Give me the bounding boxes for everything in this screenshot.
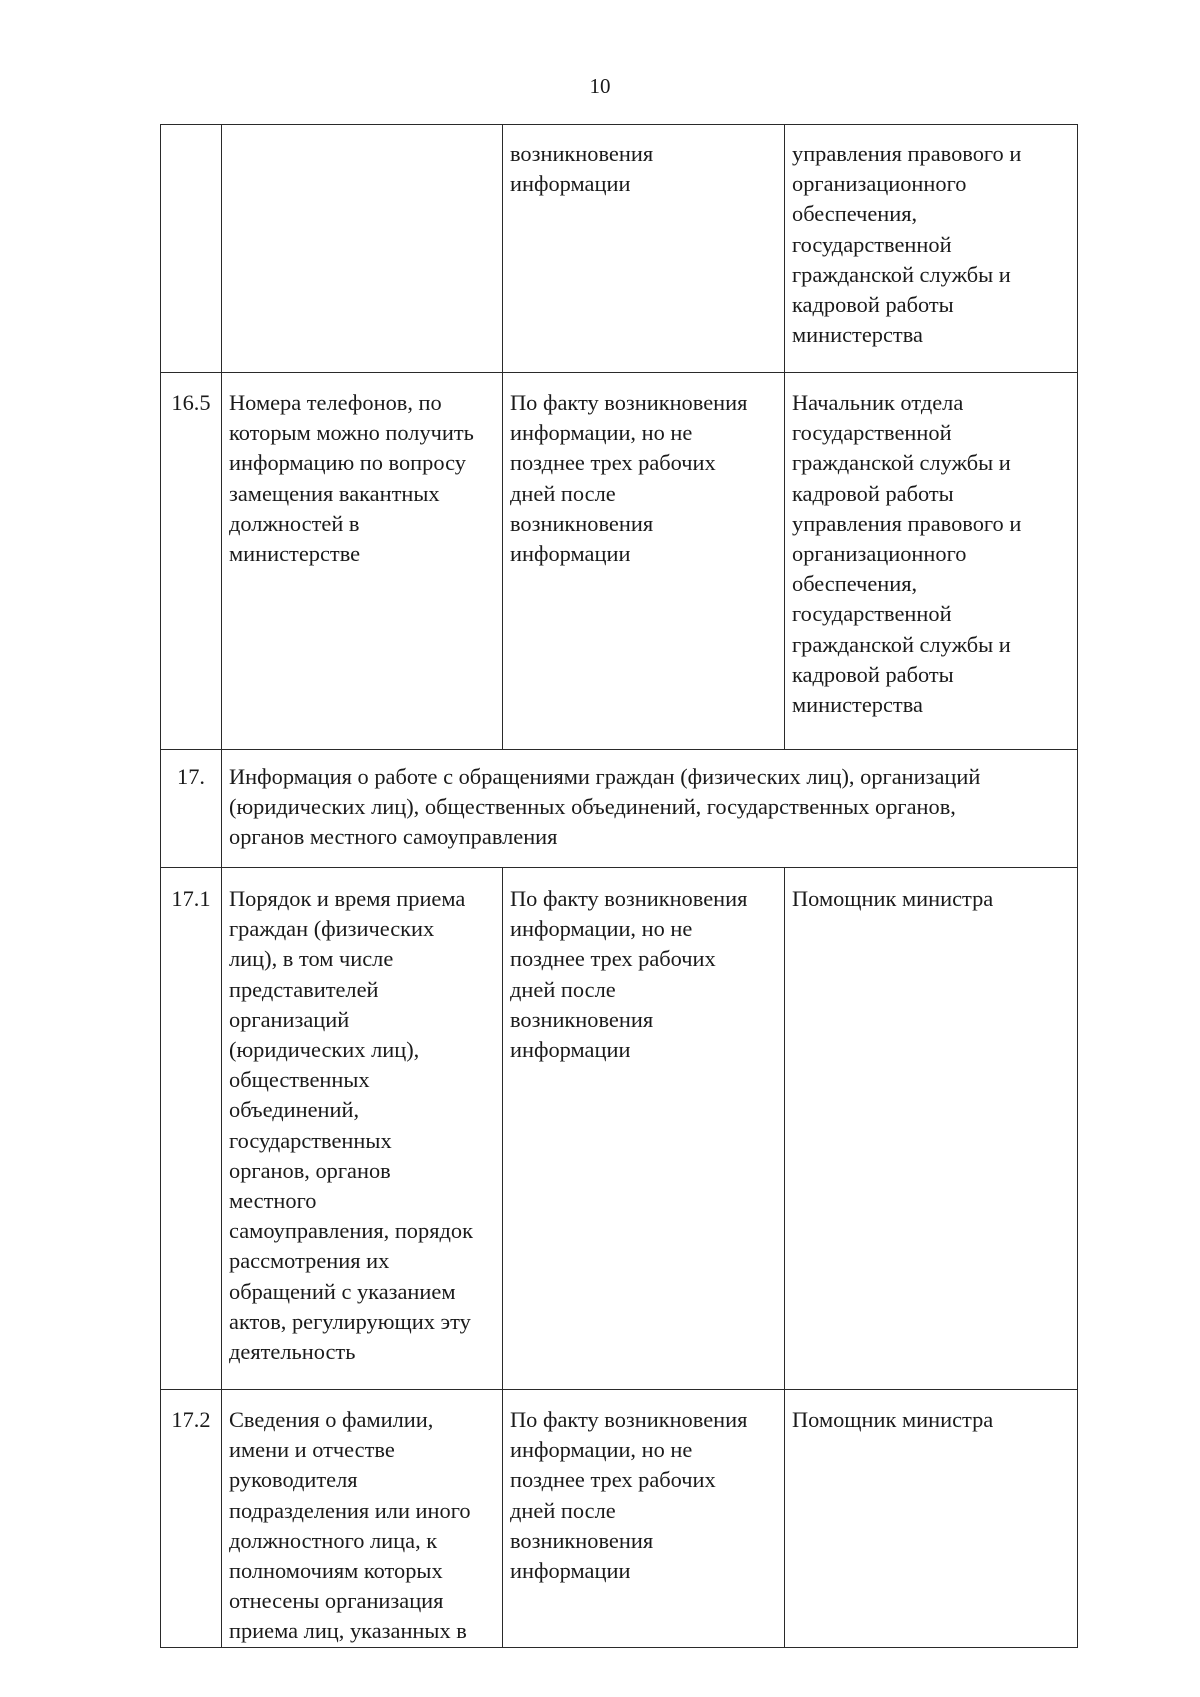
deadline-cell: возникновения информации (503, 125, 785, 373)
deadline-cell: По факту возникновения информации, но не позднее трех рабочих дней после возникновения информации (503, 373, 785, 750)
row-number-cell: 16.5 (161, 373, 222, 750)
deadline-cell: По факту возникновения информации, но не позднее трех рабочих дней после возникновения информации (503, 1390, 785, 1648)
row-number-cell: 17.1 (161, 868, 222, 1390)
info-name-cell: Порядок и время приема граждан (физических лиц), в том числе представителей организаций (юридических лиц), общественных объединений, государственных органов, органов местного самоуправления, порядок рассмотрения их обращений с указанием актов, регулирующих эту деятельность (222, 868, 503, 1390)
row-number-cell: 17. (161, 750, 222, 868)
table-row (161, 373, 1078, 750)
page-number: 10 (589, 74, 611, 98)
info-name-cell: Сведения о фамилии, имени и отчестве руководителя подразделения или иного должностного лица, к полномочиям которых отнесены организация приема лиц, указанных в (222, 1390, 503, 1648)
info-name-cell (222, 125, 503, 373)
responsible-cell: управления правового и организационного обеспечения, государственной гражданской службы и кадровой работы министерства (785, 125, 1078, 373)
responsible-cell: Начальник отдела государственной гражданской службы и кадровой работы управления правового и организационного обеспечения, государственной гражданской службы и кадровой работы министерства (785, 373, 1078, 750)
table-row (161, 868, 1078, 1390)
section-title-cell: Информация о работе с обращениями граждан (физических лиц), организаций (юридических лиц), общественных объединений, государственных органов, органов местного самоуправления (222, 750, 1078, 868)
section-row (161, 750, 1078, 868)
responsible-cell: Помощник министра (785, 1390, 1078, 1648)
info-name-cell: Номера телефонов, по которым можно получить информацию по вопросу замещения вакантных должностей в министерстве (222, 373, 503, 750)
table-row (161, 125, 1078, 373)
information-table (160, 124, 1078, 1648)
responsible-cell: Помощник министра (785, 868, 1078, 1390)
deadline-cell: По факту возникновения информации, но не позднее трех рабочих дней после возникновения информации (503, 868, 785, 1390)
row-number-cell (161, 125, 222, 373)
table-row (161, 1390, 1078, 1648)
row-number-cell: 17.2 (161, 1390, 222, 1648)
